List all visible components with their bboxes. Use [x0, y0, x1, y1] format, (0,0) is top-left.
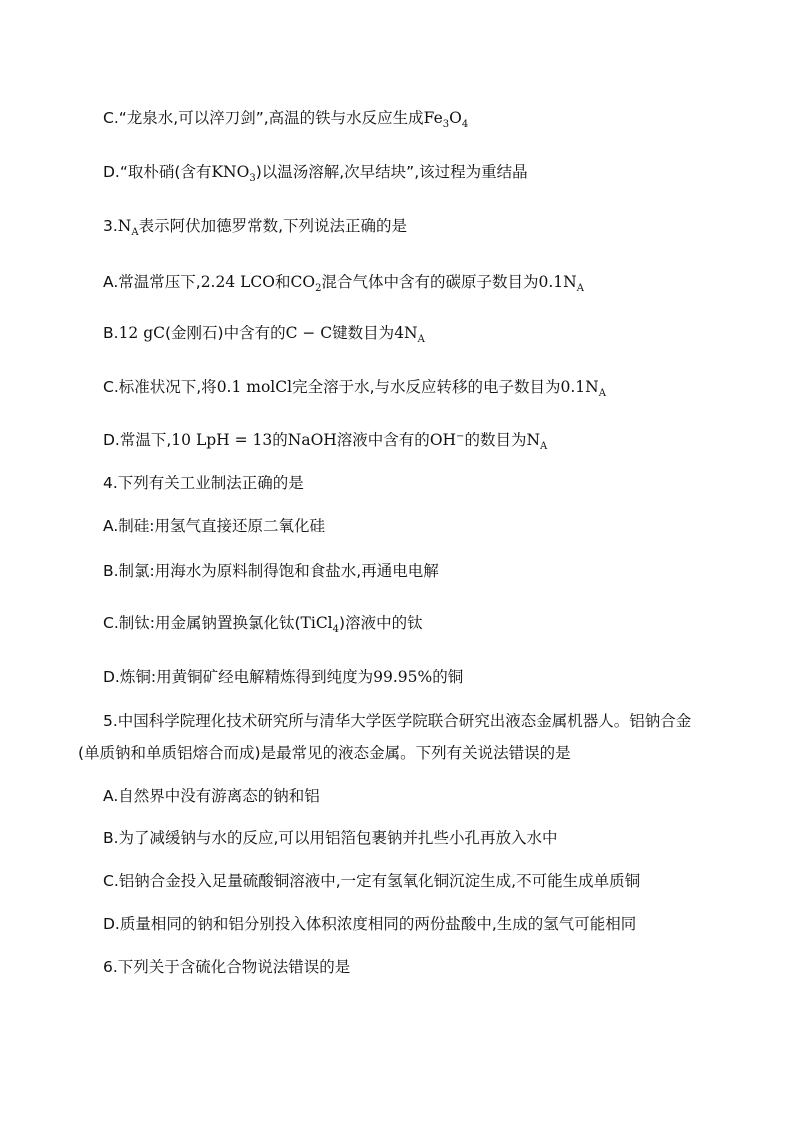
- question-3-option-c: C.标准状况下,将0.1 molCl完全溶于水,与水反应转移的电子数目为$0.1N_A$: [103, 378, 606, 399]
- question-3-option-d: D.常温下,10 LpH = 13的NaOH溶液中含有的OH−的数目为$N_A$: [103, 431, 548, 452]
- question-5-option-c: C.铝钠合金投入足量硫酸铜溶液中,一定有氢氧化铜沉淀生成,不可能生成单质铜: [103, 872, 641, 890]
- question-4-option-c: C.制钛:用金属钠置换氯化钛(TiCl$_4$)溶液中的钛: [103, 614, 423, 635]
- question-5-option-d: D.质量相同的钠和铝分别投入体积浓度相同的两份盐酸中,生成的氢气可能相同: [103, 915, 637, 933]
- question-4-option-b: B.制氯:用海水为原料制得饱和食盐水,再通电电解: [103, 562, 439, 580]
- question-3-stem: $3.N_A$表示阿伏加德罗常数,下列说法正确的是: [103, 217, 408, 238]
- option-c-line: C.“龙泉水,可以淬刀剑”,高温的铁与水反应生成$Fe_3O_4$: [103, 109, 469, 130]
- question-5-stem-line1: 5.中国科学院理化技术研究所与清华大学医学院联合研究出液态金属机器人。铝钠合金: [103, 712, 692, 730]
- option-d-line: D.“取朴硝(含有$KNO_3$)以温汤溶解,次早结块”,该过程为重结晶: [103, 163, 528, 184]
- question-5-option-b: B.为了减缓钠与水的反应,可以用铝箔包裹钠并扎些小孔再放入水中: [103, 829, 558, 847]
- question-4-stem: 4.下列有关工业制法正确的是: [103, 474, 304, 492]
- question-3-option-b: B.12 gC(金刚石)中含有的C − C键数目为$4N_A$: [103, 324, 425, 345]
- question-4-option-d: D.炼铜:用黄铜矿经电解精炼得到纯度为99.95%的铜: [103, 668, 464, 686]
- question-6-stem: 6.下列关于含硫化合物说法错误的是: [103, 958, 351, 976]
- question-5-option-a: A.自然界中没有游离态的钠和铝: [103, 787, 320, 805]
- question-3-option-a: A.常温常压下,2.24 LCO和$CO_2$混合气体中含有的碳原子数目为$0.1N_A$: [103, 273, 584, 294]
- question-5-stem-line2: (单质钠和单质铝熔合而成)是最常见的液态金属。下列有关说法错误的是: [78, 744, 571, 762]
- question-4-option-a: A.制硅:用氢气直接还原二氧化硅: [103, 517, 325, 535]
